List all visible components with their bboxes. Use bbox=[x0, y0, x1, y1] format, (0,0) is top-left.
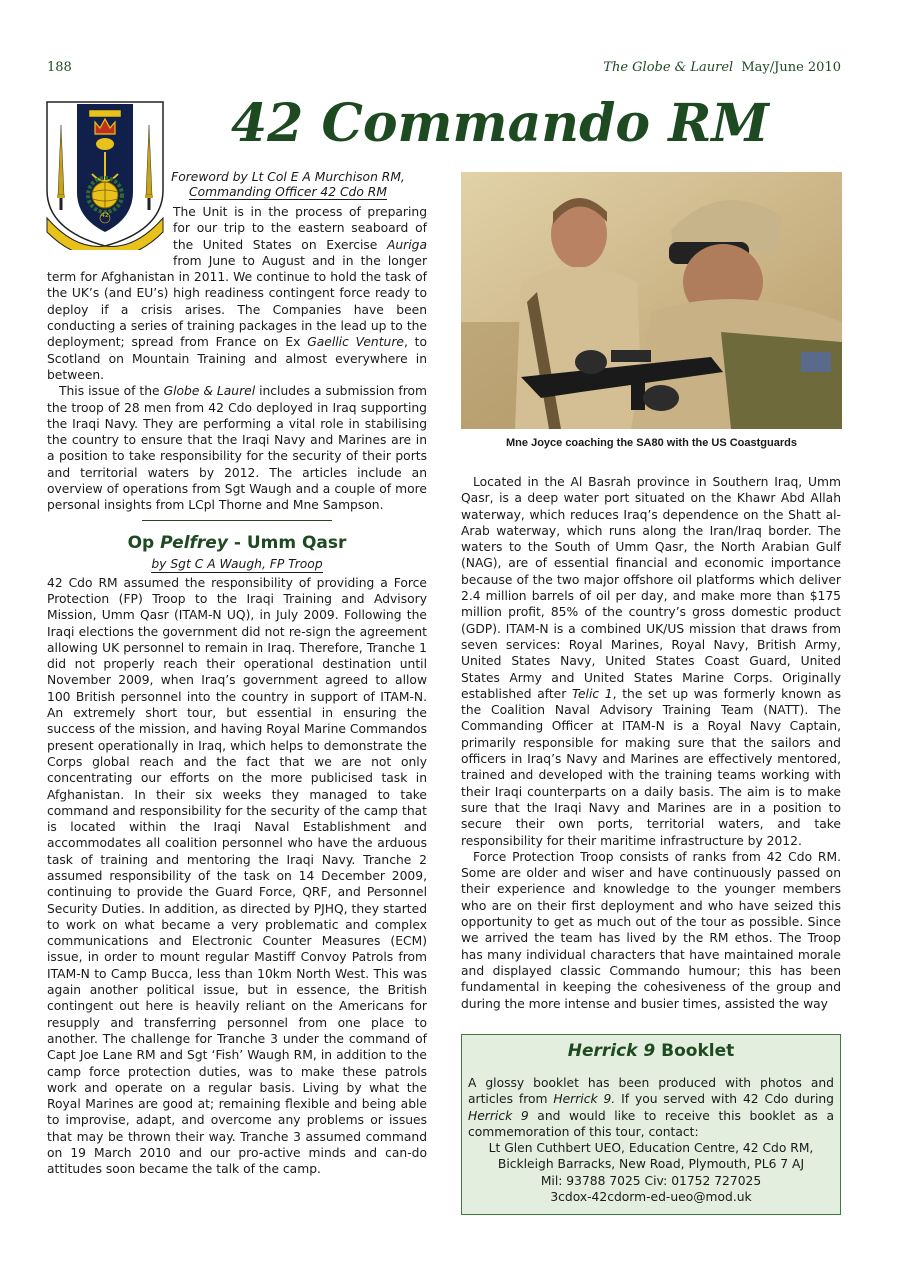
contact-email[interactable]: 3cdox-42cdorm-ed-ueo@mod.uk bbox=[550, 1190, 752, 1205]
contact-line-2: Bickleigh Barracks, New Road, Plymouth, PL6 7 AJ bbox=[497, 1157, 805, 1172]
op-section-byline: by Sgt C A Waugh, FP Troop bbox=[151, 556, 323, 571]
contact-line-1: Lt Glen Cuthbert UEO, Education Centre, 42 Cdo RM, bbox=[488, 1141, 814, 1156]
page-number: 188 bbox=[47, 60, 72, 75]
section-divider bbox=[142, 520, 332, 521]
foreword-byline-line2: Commanding Officer 42 Cdo RM bbox=[189, 185, 387, 199]
left-column bbox=[47, 170, 427, 1178]
foreword-paragraph-1: The Unit is in the process of preparing for our trip to the eastern seaboard of the United States on Exercise Auriga from June to August and in the longer term for Afghanistan in 2011. We continue to hold the task of the UK’s (and EU’s) high readiness contingent force ready to deploy if a crisis arises. The Companies have been conducting a series of training packages in the lead up to the deployment; spread from France on Ex Gaellic Venture, to Scotland on Mountain Training and almost everywhere in between. bbox=[47, 205, 427, 382]
contact-line-3: Mil: 93788 7025 Civ: 01752 727025 bbox=[540, 1173, 762, 1188]
issue-date: May/June 2010 bbox=[741, 60, 841, 75]
article-title: 42 Commando RM bbox=[230, 93, 769, 154]
op-section-paragraph: 42 Cdo RM assumed the responsibility of providing a Force Protection (FP) Troop to the Iraqi Training and Advisory Mission, Umm Qasr (ITAM-N UQ), in July 2009. Following the Iraqi elections the government did not re-sign the agreement allowing UK personnel to remain in Iraq. Therefore, Tranche 1 did not properly reach their operational destination until November 2009, when Iraq’s government agreed to allow 100 British personnel into the country in support of ITAM-N. An extremely short tour, but essential in ensuring the success of the mission, and having Royal Marine Commandos present operationally in Iraq, which helps to demonstrate the Corps global reach and the fact that we are not only concentrating our efforts on the more publicised task in Afghanistan. In their six weeks they managed to take command and responsibility for the security of the camp that is located within the Iraqi Naval Establishment and accommodates all coalition personnel who have the arduous task of training and mentoring the Iraqi Navy. Tranche 2 assumed responsibility of the task on 14 December 2009, continuing to provide the Guard Force, QRF, and Personnel Security Duties. In addition, as directed by PJHQ, they started to work on what became a very problematic and complex communications and Electronic Counter Measures (ECM) issue, in order to mount regular Mastiff Convoy Patrols from ITAM-N to Camp Bucca, less than 10km North West. This was again another political issue, but in essence, the British contingent out here is heavily reliant on the Americans for resupply and transferring personnel from one place to another. The challenge for Tranche 3 under the command of Capt Joe Lane RM and Sgt ‘Fish’ Waugh RM, in addition to the camp force protection duties, was to make these patrols work and operate on a regular basis. Living by what the Royal Marines are good at; remaining flexible and being able to improvise, adapt, and overcome any problems or issues that may be thrown their way. Tranche 3 assumed command on 19 March 2010 and our pro-active minds and can-do attitudes soon became the talk of the camp. bbox=[47, 575, 427, 1177]
running-header bbox=[603, 60, 841, 75]
photo-caption: Mne Joyce coaching the SA80 with the US Coastguards bbox=[506, 437, 797, 449]
op-section-title: Op Pelfrey - Umm Qasr bbox=[127, 532, 347, 553]
booklet-text: A glossy booklet has been produced with photos and articles from Herrick 9. If you served with 42 Cdo during Herrick 9 and would like to receive this booklet as a commemoration of this tour, contact: bbox=[468, 1076, 834, 1139]
foreword-paragraph-2: This issue of the Globe & Laurel includes a submission from the troop of 28 men from 42 Cdo deployed in Iraq supporting the Iraqi Navy. They are performing a vital role in stabilising the country to ensure that the Iraqi Navy and Marines are in a position to take responsibility for the security of their ports and territorial waters by 2012. The articles include an overview of operations from Sgt Waugh and a couple of more personal insights from LCpl Thorne and Mne Sampson. bbox=[47, 384, 427, 513]
article-photo bbox=[461, 172, 842, 429]
right-column bbox=[461, 474, 841, 1012]
publication-name: The Globe & Laurel bbox=[603, 60, 734, 75]
right-paragraph-1: Located in the Al Basrah province in Southern Iraq, Umm Qasr, is a deep water port situated on the Khawr Abd Allah waterway, which reduces Iraq’s dependence on the Shatt al-Arab waterway, which runs along the Iran/Iraq border. The waters to the South of Umm Qasr, the North Arabian Gulf (NAG), are of essential financial and economic importance because of the two major offshore oil platforms which deliver 2.4 million barrels of oil per day, and make more than $175 million profit, 85% of the country’s gross domestic product (GDP). ITAM-N is a combined UK/US mission that draws from seven services: Royal Marines, Royal Navy, British Army, United States Navy, United States Coast Guard, United States Army and United States Marine Corps. Originally established after Telic 1, the set up was formerly known as the Coalition Naval Advisory Training Team (NATT). The Commanding Officer at ITAM-N is a Royal Navy Captain, primarily responsible for making sure that the sailors and officers in Iraq’s Navy and Marines are effectively mentored, trained and developed with the training teams working with their Iraqi counterparts on a daily basis. The aim is to make sure that the Iraqi Navy and Marines are in a position to secure their own ports, territorial waters, and take responsibility for their maritime infrastructure by 2012. bbox=[461, 475, 842, 848]
booklet-title: Herrick 9 Booklet bbox=[567, 1041, 735, 1061]
photo-scene-icon bbox=[461, 172, 842, 429]
booklet-notice-box bbox=[461, 1034, 841, 1215]
crest-number: 42 bbox=[101, 212, 109, 219]
booklet-contact bbox=[462, 1140, 840, 1205]
foreword-byline-line1: Foreword by Lt Col E A Murchison RM, bbox=[171, 170, 405, 184]
right-paragraph-2: Force Protection Troop consists of ranks from 42 Cdo RM. Some are older and wiser and have continuously passed on their experience and knowledge to the younger members who are on their first deployment and who have seized this opportunity to get as much out of the tour as possible. Since we arrived the team has lived by the RM ethos. The Troop has many individual characters that have maintained morale and displayed classic Commando humour; this has been fundamental in keeping the cohesiveness of the group and during the more intense and busier times, assisted the way bbox=[461, 849, 841, 1011]
foreword-byline bbox=[157, 170, 419, 200]
